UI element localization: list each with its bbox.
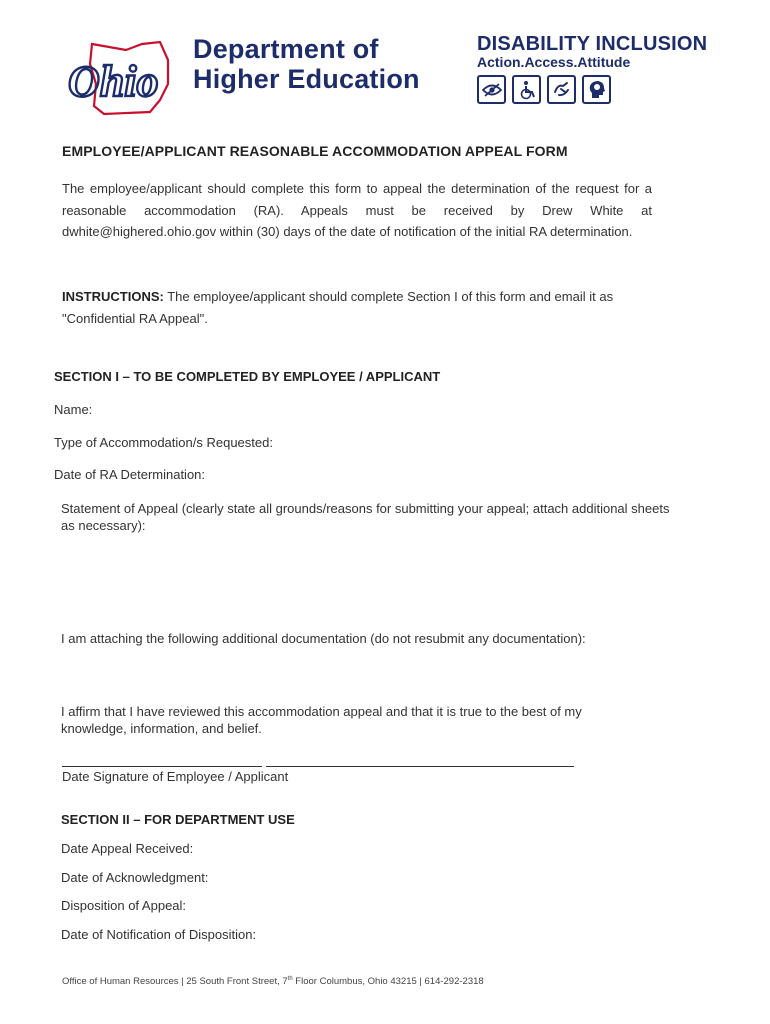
acknowledgment-date-label: Date of Acknowledgment: — [61, 870, 209, 885]
intro-paragraph: The employee/applicant should complete this form to appeal the determination of the request for a reasonable accommodation (RA). Appeals must be received by Drew White at dwhite@highered.ohio.gov within (30) days of the date of notification of the initial RA determination. — [62, 181, 652, 239]
form-title: EMPLOYEE/APPLICANT REASONABLE ACCOMMODATION APPEAL FORM — [62, 143, 568, 159]
department-title: Department of Higher Education — [193, 34, 420, 94]
instructions-label: INSTRUCTIONS: — [62, 289, 164, 304]
appeal-received-label: Date Appeal Received: — [61, 841, 194, 856]
accommodation-type-label: Type of Accommodation/s Requested: — [54, 435, 273, 450]
attachments-label: I am attaching the following additional documentation (do not resubmit any documentation): — [61, 631, 586, 646]
affirmation-statement: I affirm that I have reviewed this accommodation appeal and that it is true to the best of my knowledge, information, and belief. — [61, 704, 582, 736]
di-title: DISABILITY INCLUSION — [477, 33, 708, 55]
sign-language-icon — [547, 75, 576, 104]
section-2-heading: SECTION II – FOR DEPARTMENT USE — [61, 812, 295, 827]
notification-date-label: Date of Notification of Disposition: — [61, 927, 257, 942]
name-field-label: Name: — [54, 402, 93, 417]
statement-of-appeal-label: Statement of Appeal (clearly state all grounds/reasons for submitting your appeal; attach additional sheets as necessary): — [61, 501, 670, 533]
signature-block — [62, 762, 574, 784]
brain-head-icon — [582, 75, 611, 104]
disposition-label: Disposition of Appeal: — [61, 898, 187, 913]
ohio-state-logo — [64, 40, 184, 116]
instructions-paragraph — [62, 286, 652, 329]
footer-text-pre: Office of Human Resources | 25 South Front Street, 7 — [62, 976, 288, 988]
footer-text-post: Floor Columbus, Ohio 43215 | 614-292-2318 — [292, 976, 484, 988]
date-line — [62, 762, 262, 767]
ohio-logo-word: Ohio — [68, 57, 159, 106]
footer-address — [62, 976, 484, 987]
section-1-heading: SECTION I – TO BE COMPLETED BY EMPLOYEE / APPLICANT — [54, 369, 441, 384]
di-tagline: Action.Access.Attitude — [477, 54, 631, 70]
di-icon-row — [477, 75, 727, 104]
ra-determination-date-label: Date of RA Determination: — [54, 467, 206, 482]
eye-icon — [477, 75, 506, 104]
odhe-logo — [64, 20, 424, 116]
instructions-text: The employee/applicant should complete Section I of this form and email it as "Confidential RA Appeal". — [62, 289, 614, 326]
disability-inclusion-badge — [477, 32, 727, 104]
footer-sup: th — [287, 976, 293, 982]
wheelchair-icon — [512, 75, 541, 104]
signature-line — [266, 762, 574, 767]
signature-lines — [62, 762, 574, 767]
signature-caption: Date Signature of Employee / Applicant — [62, 769, 289, 784]
